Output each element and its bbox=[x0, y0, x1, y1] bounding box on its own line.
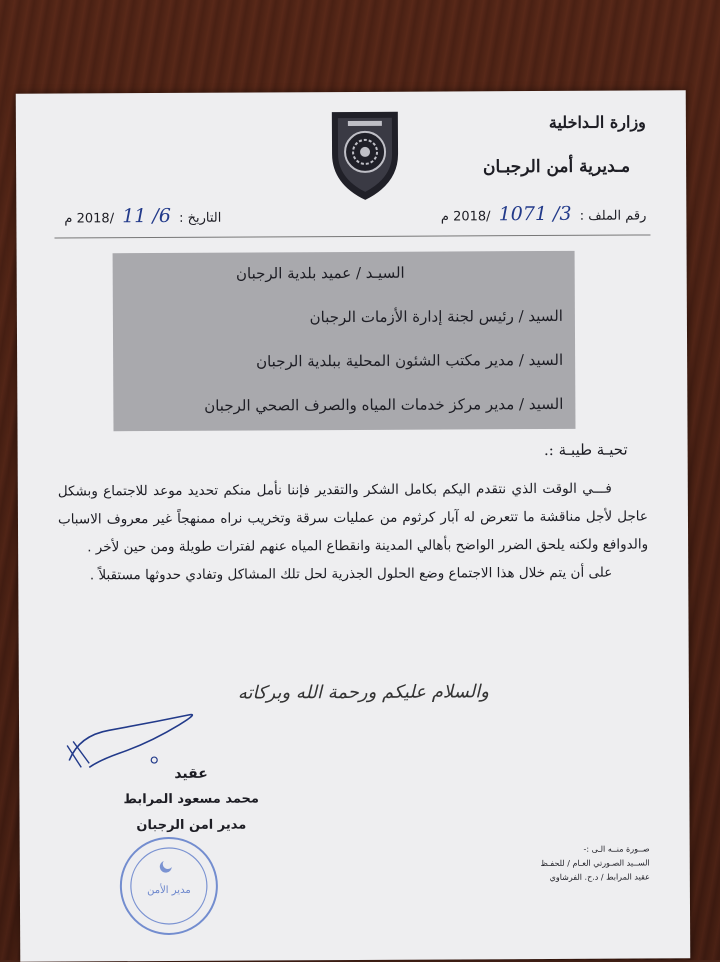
letter-date bbox=[64, 205, 221, 228]
ref-number: 3/ 1071 bbox=[498, 202, 572, 226]
stamp-text: مدير الأمن bbox=[147, 884, 191, 897]
official-stamp bbox=[114, 831, 225, 942]
date-year: /2018 م bbox=[64, 211, 115, 227]
copy-line: عقيد المرابط / د.ح. الفرشاوي bbox=[549, 872, 650, 882]
copies-list bbox=[450, 842, 650, 885]
directorate-name: مـديرية أمن الرجبـان bbox=[482, 156, 631, 178]
police-emblem-icon bbox=[326, 104, 405, 204]
ministry-name: وزارة الـداخلية bbox=[548, 112, 646, 132]
addressee-line: السيد / مدير مركز خدمات المياه والصرف الصحي الرجبان bbox=[204, 394, 564, 415]
ref-label: رقم الملف : bbox=[579, 208, 647, 224]
date-label: التاريخ : bbox=[179, 210, 222, 226]
closing-salutation: والسلام عليكم ورحمة الله وبركاته bbox=[237, 681, 489, 704]
file-reference bbox=[441, 202, 647, 225]
addressee-line: السيد / رئيس لجنة إدارة الأزمات الرجبان bbox=[309, 306, 563, 327]
signatory-block bbox=[123, 760, 259, 839]
copy-line: صــورة منــه الـى :- bbox=[583, 844, 650, 854]
letter-page bbox=[16, 90, 691, 961]
signatory-name: محمد مسعود المرابط bbox=[123, 791, 259, 808]
letter-body bbox=[58, 474, 649, 589]
greeting: تحيـة طيبـة :. bbox=[543, 440, 628, 459]
copy-line: الســيد الصـورتي العـام / للحفـظ bbox=[540, 858, 650, 869]
body-paragraph: على أن يتم خلال هذا الاجتماع وضع الحلول الجذرية لحل تلك المشاكل وتفادي حدوثها مستقبلاً . bbox=[89, 564, 613, 584]
addressee-box bbox=[113, 251, 576, 431]
ref-year: /2018 م bbox=[440, 209, 491, 225]
signatory-title: مدير امن الرجبان bbox=[136, 817, 247, 834]
body-paragraph: فـــي الوقت الذي نتقدم اليكم بكامل الشكر والتقدير فإننا نأمل منكم تحديد موعد للاجتماع وبشكل عاجل لأجل مناقشة ما تتعرض له آبار كرثوم من عمليات سرقة وتخريب نراه ممنهجاً غير معروف الاسباب والدوافع ولكنه يلحق الضرر الواضح بأهالي المدينة وانقطاع المياه عنهم لفترات طويلة ومن حين لأخر . bbox=[57, 480, 649, 556]
addressee-line: السيد / مدير مكتب الشئون المحلية ببلدية الرجبان bbox=[256, 350, 564, 371]
date-value: 6/ 11 bbox=[122, 204, 171, 228]
signatory-rank: عقيد bbox=[174, 765, 208, 782]
header-divider bbox=[54, 234, 650, 238]
addressee-line: السيـد / عميد بلدية الرجبان bbox=[235, 263, 405, 283]
